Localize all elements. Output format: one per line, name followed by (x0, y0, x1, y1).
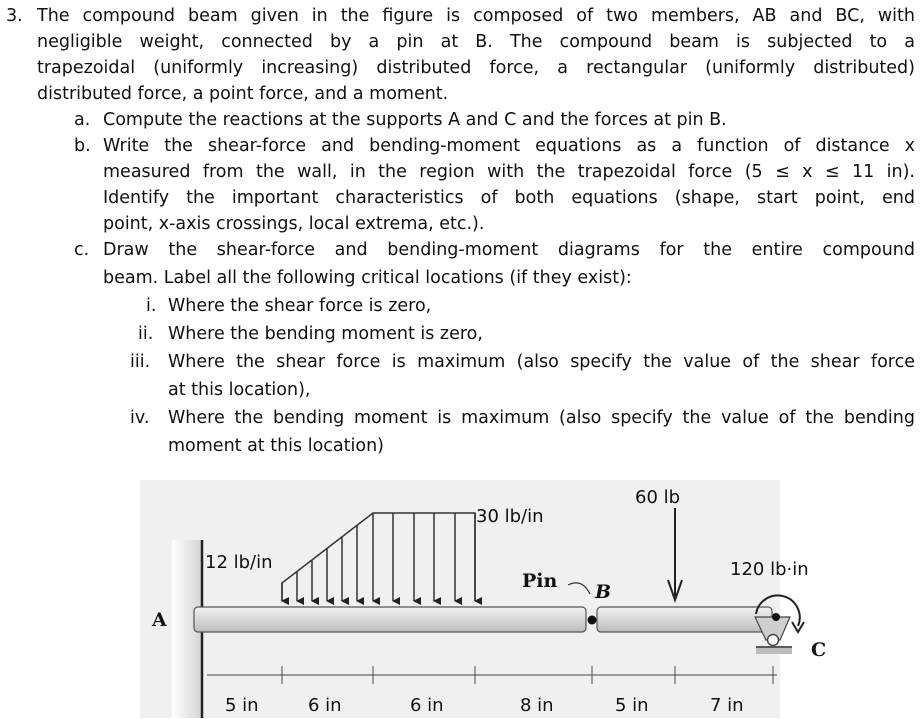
part-b-marker: b. (74, 136, 91, 156)
moment-label: 120 lb·in (730, 559, 809, 580)
subpart-iv-line-2: moment at this location) (168, 436, 384, 456)
subpart-ii-text: Where the bending moment is zero, (168, 324, 483, 344)
dimension-label: 6 in (308, 695, 342, 716)
subpart-iv-marker: iv. (130, 408, 150, 428)
problem-intro-line-1: The compound beam given in the figure is composed of two members, AB and BC, with (37, 6, 915, 26)
beam-ab (194, 607, 586, 632)
label-a: A (152, 609, 167, 631)
problem-number: 3. (6, 6, 23, 26)
part-b-line-2: measured from the wall, in the region with the trapezoidal force (5 ≤ x ≤ 11 in). (103, 162, 915, 182)
part-b-line-1: Write the shear-force and bending-moment equations as a function of distance x (103, 136, 915, 156)
point-load-label: 60 lb (635, 487, 681, 508)
figure-background (140, 480, 780, 718)
part-a-marker: a. (74, 110, 91, 130)
subpart-ii-marker: ii. (138, 324, 154, 344)
subpart-iii-line-1: Where the shear force is maximum (also specify the value of the shear force (168, 352, 915, 372)
subpart-iii-marker: iii. (130, 352, 151, 372)
part-a-text: Compute the reactions at the supports A and C and the forces at pin B. (103, 110, 727, 130)
dimension-label: 5 in (615, 695, 649, 716)
dimension-label: 8 in (520, 695, 554, 716)
problem-intro-line-4: distributed force, a point force, and a moment. (37, 84, 449, 104)
part-b-line-3: Identify the important characteristics of both equations (shape, start point, end (103, 188, 915, 208)
part-c-line-1: Draw the shear-force and bending-moment diagrams for the entire compound (103, 240, 915, 260)
udl-label: 30 lb/in (476, 506, 544, 527)
trap-start-label: 12 lb/in (205, 552, 273, 573)
label-b: B (595, 581, 612, 603)
dimension-label: 7 in (710, 695, 744, 716)
problem-intro-line-2: negligible weight, connected by a pin at B. The compound beam is subjected to a (37, 32, 915, 52)
part-b-line-4: point, x-axis crossings, local extrema, etc.). (103, 214, 485, 234)
pin-label: Pin (522, 570, 558, 592)
label-c: C (811, 639, 827, 661)
part-c-marker: c. (74, 240, 90, 260)
dimension-label: 6 in (410, 695, 444, 716)
pin-b (588, 616, 597, 625)
subpart-i-text: Where the shear force is zero, (168, 296, 432, 316)
subpart-iii-line-2: at this location), (168, 380, 311, 400)
beam-figure (130, 470, 910, 719)
subpart-i-marker: i. (146, 296, 157, 316)
subpart-iv-line-1: Where the bending moment is maximum (also specify the value of the bending (168, 408, 915, 428)
part-c-line-2: beam. Label all the following critical locations (if they exist): (103, 268, 632, 288)
beam-bc (597, 607, 772, 632)
problem-intro-line-3: trapezoidal (uniformly increasing) distributed force, a rectangular (uniformly distributed) (37, 58, 915, 78)
dimension-label: 5 in (225, 695, 259, 716)
